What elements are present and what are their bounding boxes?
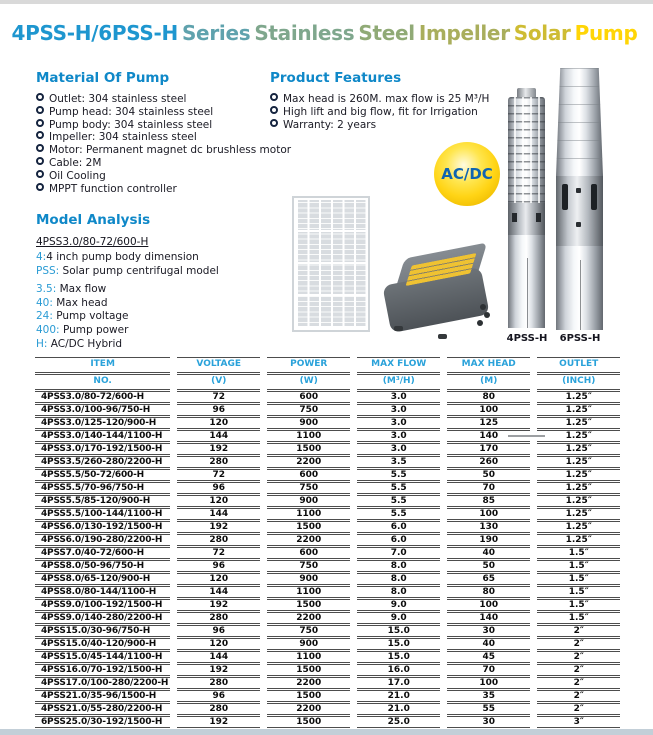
col-unit-power: (W): [267, 375, 350, 392]
pump-bolt: [576, 188, 581, 193]
pump-small-label: 4PSS-H: [506, 333, 548, 344]
model-value: Solar pump centrifugal model: [62, 264, 219, 277]
table-row: [35, 457, 620, 470]
value-cell: 80: [447, 392, 530, 405]
value-cell: 280: [177, 457, 260, 470]
value-cell: 3″: [537, 717, 620, 730]
table-row: [35, 444, 620, 457]
table-row: [35, 418, 620, 431]
value-cell: 2″: [537, 626, 620, 639]
table-row: [35, 509, 620, 522]
value-cell: 120: [177, 574, 260, 587]
value-cell: 1.25″: [537, 418, 620, 431]
value-cell: 40: [447, 639, 530, 652]
list-item-text: Outlet: 304 stainless steel: [49, 93, 187, 105]
item-cell: 4PSS3.0/170-192/1500-H: [35, 444, 170, 457]
value-cell: 2200: [267, 535, 350, 548]
controller-connector: [477, 320, 483, 326]
value-cell: 1.25″: [537, 522, 620, 535]
bullet-icon: [36, 144, 44, 152]
model-line: [36, 310, 219, 324]
bullet-icon: [36, 93, 44, 101]
table-row: [35, 470, 620, 483]
value-cell: 5.5: [357, 470, 440, 483]
spec-table-body: [35, 392, 620, 735]
item-cell: 4PSS3.0/100-96/750-H: [35, 405, 170, 418]
value-cell: 45: [447, 652, 530, 665]
value-cell: 144: [177, 431, 260, 444]
model-key: 4:: [36, 251, 47, 263]
item-cell: 4PSS3.5/260-280/2200-H: [35, 457, 170, 470]
value-cell: 1.5″: [537, 548, 620, 561]
bullet-icon: [36, 131, 44, 139]
value-cell: 30: [447, 717, 530, 730]
value-cell: 600: [267, 392, 350, 405]
value-cell: 1100: [267, 652, 350, 665]
list-item-text: Impeller: 304 stainless steel: [49, 131, 197, 144]
value-cell: 16.0: [357, 665, 440, 678]
value-cell: 1.5″: [537, 613, 620, 626]
value-cell: 2200: [267, 678, 350, 691]
value-cell: 50: [447, 470, 530, 483]
list-item-text: Oil Cooling: [49, 169, 106, 182]
model-analysis-list: [36, 251, 219, 351]
value-cell: 3.0: [357, 418, 440, 431]
list-item-text: High lift and big flow, fit for Irrigation: [283, 105, 478, 118]
model-analysis-heading: Model Analysis: [36, 212, 151, 228]
table-row: [35, 392, 620, 405]
value-cell: 1.25″: [537, 405, 620, 418]
pump-bolt: [576, 222, 581, 227]
table-row: [35, 522, 620, 535]
item-cell: 4PSS16.0/70-192/1500-H: [35, 665, 170, 678]
value-cell: 130: [447, 522, 530, 535]
item-cell: 4PSS9.0/100-192/1500-H: [35, 600, 170, 613]
value-cell: 750: [267, 626, 350, 639]
value-cell: 600: [267, 548, 350, 561]
acdc-badge-label: AC/DC: [441, 165, 493, 183]
table-row: [35, 652, 620, 665]
value-cell: 2200: [267, 457, 350, 470]
value-cell: 1.25″: [537, 483, 620, 496]
table-row: [35, 665, 620, 678]
value-cell: 72: [177, 392, 260, 405]
title-word: Steel: [358, 21, 415, 46]
model-value: Max head: [56, 296, 108, 309]
header-row-2: [35, 375, 620, 392]
value-cell: 55: [447, 704, 530, 717]
value-cell: 35: [447, 691, 530, 704]
value-cell: 9.0: [357, 600, 440, 613]
table-row: [35, 574, 620, 587]
list-item: [36, 157, 291, 170]
controller-connector: [480, 304, 486, 310]
item-cell: 4PSS21.0/55-280/2200-H: [35, 704, 170, 717]
model-value: Pump voltage: [56, 310, 129, 323]
item-cell: 4PSS17.0/100-280/2200-H: [35, 678, 170, 691]
pump-cap: [517, 88, 536, 97]
page-bottom-edge: [0, 729, 653, 735]
value-cell: 3.0: [357, 431, 440, 444]
value-cell: 100: [447, 509, 530, 522]
value-cell: 1.5″: [537, 587, 620, 600]
value-cell: 120: [177, 496, 260, 509]
solar-panel-image: [292, 196, 370, 332]
controller-foot: [438, 334, 447, 339]
value-cell: 70: [447, 483, 530, 496]
value-cell: 1.5″: [537, 574, 620, 587]
item-cell: 4PSS3.0/80-72/600-H: [35, 392, 170, 405]
value-cell: 1.25″: [537, 470, 620, 483]
value-cell: 2″: [537, 691, 620, 704]
value-cell: 5.5: [357, 509, 440, 522]
table-row: [35, 613, 620, 626]
model-key: 24:: [36, 310, 53, 323]
list-item: [36, 144, 291, 157]
page-title: [0, 21, 653, 45]
value-cell: 40: [447, 548, 530, 561]
value-cell: 72: [177, 470, 260, 483]
value-cell: 2200: [267, 704, 350, 717]
item-cell: 4PSS6.0/190-280/2200-H: [35, 535, 170, 548]
table-row: [35, 535, 620, 548]
value-cell: 280: [177, 678, 260, 691]
model-key: 3.5:: [36, 283, 57, 296]
header-row-1: [35, 357, 620, 375]
value-cell: 65: [447, 574, 530, 587]
col-unit-maxhead: (M): [447, 375, 530, 392]
value-cell: 750: [267, 561, 350, 574]
value-cell: 192: [177, 600, 260, 613]
controller-connector: [484, 312, 490, 318]
item-cell: 4PSS5.5/100-144/1100-H: [35, 509, 170, 522]
value-cell: 1100: [267, 431, 350, 444]
model-value: 4 inch pump body dimension: [46, 251, 199, 263]
col-header-outlet: OUTLET: [537, 357, 620, 375]
item-cell: 4PSS3.0/140-144/1100-H: [35, 431, 170, 444]
item-cell: 4PSS8.0/50-96/750-H: [35, 561, 170, 574]
list-item-text: Pump head: 304 stainless steel: [49, 105, 214, 118]
list-item: [36, 93, 291, 106]
value-cell: 15.0: [357, 652, 440, 665]
title-word: Series: [181, 21, 251, 46]
pump-large-label: 6PSS-H: [559, 333, 601, 344]
value-cell: 120: [177, 418, 260, 431]
value-cell: 80: [447, 587, 530, 600]
list-item-text: Pump body: 304 stainless steel: [49, 118, 213, 131]
model-value: Pump power: [62, 323, 129, 336]
list-item: [270, 119, 489, 132]
value-cell: 900: [267, 496, 350, 509]
title-word: 4PSS-H/6PSS-H: [11, 21, 178, 46]
table-row: [35, 600, 620, 613]
value-cell: 170: [447, 444, 530, 457]
value-cell: 2″: [537, 678, 620, 691]
table-row: [35, 626, 620, 639]
bullet-icon: [36, 157, 44, 165]
value-cell: 2200: [267, 613, 350, 626]
value-cell: 260: [447, 457, 530, 470]
value-cell: 21.0: [357, 704, 440, 717]
value-cell: 100: [447, 600, 530, 613]
col-header-power: POWER: [267, 357, 350, 375]
value-cell: 120: [177, 639, 260, 652]
value-cell: 280: [177, 613, 260, 626]
item-cell: 4PSS8.0/80-144/1100-H: [35, 587, 170, 600]
model-key: 400:: [36, 323, 60, 336]
table-row: [35, 405, 620, 418]
value-cell: 1.25″: [537, 431, 620, 444]
value-cell: 750: [267, 483, 350, 496]
value-cell: 1.5″: [537, 600, 620, 613]
model-value: AC/DC Hybrid: [50, 337, 123, 350]
value-cell: 25.0: [357, 717, 440, 730]
model-number: 4PSS3.0/80-72/600-H: [36, 236, 149, 248]
value-cell: 1500: [267, 665, 350, 678]
material-list: [36, 93, 291, 195]
item-cell: 4PSS3.0/125-120/900-H: [35, 418, 170, 431]
controller-box-image: [380, 242, 498, 342]
col-unit-maxflow: (M³/H): [357, 375, 440, 392]
features-heading: Product Features: [270, 70, 402, 86]
list-item: [36, 119, 291, 132]
value-cell: 3.5: [357, 457, 440, 470]
table-row: [35, 691, 620, 704]
bullet-icon: [36, 183, 44, 191]
value-cell: 1500: [267, 600, 350, 613]
value-cell: 15.0: [357, 626, 440, 639]
value-cell: 140: [447, 613, 530, 626]
value-cell: 96: [177, 626, 260, 639]
model-line: [36, 297, 219, 311]
bullet-icon: [36, 170, 44, 178]
item-cell: 4PSS9.0/140-280/2200-H: [35, 613, 170, 626]
value-cell: 72: [177, 548, 260, 561]
value-cell: 96: [177, 483, 260, 496]
value-cell: 96: [177, 691, 260, 704]
value-cell: 50: [447, 561, 530, 574]
list-item-text: Motor: Permanent magnet dc brushless motor: [49, 144, 292, 157]
list-item-text: Cable: 2M: [49, 156, 102, 169]
value-cell: 100: [447, 678, 530, 691]
value-cell: 900: [267, 574, 350, 587]
table-row: [35, 587, 620, 600]
pump-coupler-section: [508, 203, 545, 235]
value-cell: 600: [267, 470, 350, 483]
value-cell: 280: [177, 535, 260, 548]
value-cell: 1100: [267, 587, 350, 600]
value-cell: 2″: [537, 652, 620, 665]
value-cell: 1.25″: [537, 509, 620, 522]
value-cell: 15.0: [357, 639, 440, 652]
item-cell: 4PSS8.0/65-120/900-H: [35, 574, 170, 587]
controller-foot: [394, 326, 403, 331]
value-cell: 7.0: [357, 548, 440, 561]
table-row: [35, 431, 620, 444]
value-cell: 21.0: [357, 691, 440, 704]
item-cell: 4PSS6.0/130-192/1500-H: [35, 522, 170, 535]
value-cell: 1.5″: [537, 561, 620, 574]
value-cell: 85: [447, 496, 530, 509]
value-cell: 750: [267, 405, 350, 418]
col-unit-outlet: (INCH): [537, 375, 620, 392]
model-key: H:: [36, 337, 48, 350]
value-cell: 192: [177, 717, 260, 730]
value-cell: 17.0: [357, 678, 440, 691]
model-line: [36, 338, 219, 352]
col-header-voltage: VOLTAGE: [177, 357, 260, 375]
pump-seam: [527, 258, 528, 328]
value-cell: 9.0: [357, 613, 440, 626]
bullet-icon: [270, 119, 278, 127]
value-cell: 1500: [267, 691, 350, 704]
list-item: [36, 183, 291, 196]
bullet-icon: [270, 93, 278, 101]
value-cell: 3.0: [357, 392, 440, 405]
value-cell: 1500: [267, 717, 350, 730]
value-cell: 900: [267, 639, 350, 652]
pump-strainer-section: [508, 97, 545, 203]
bullet-icon: [270, 106, 278, 114]
solar-panel-grid: [296, 200, 366, 328]
model-line: [36, 283, 219, 297]
value-cell: 96: [177, 561, 260, 574]
pump-body-section: [508, 235, 545, 328]
value-cell: 8.0: [357, 561, 440, 574]
list-item: [270, 106, 489, 119]
value-cell: 6.0: [357, 522, 440, 535]
page-top-edge: [0, 0, 653, 4]
table-row: [35, 483, 620, 496]
col-unit-item: NO.: [35, 375, 170, 392]
value-cell: 140: [447, 431, 530, 444]
title-word: Impeller: [418, 21, 510, 46]
value-cell: 144: [177, 587, 260, 600]
value-cell: 5.5: [357, 483, 440, 496]
value-cell: 2″: [537, 665, 620, 678]
pump-4pss-image: [508, 88, 545, 328]
value-cell: 8.0: [357, 574, 440, 587]
model-key: PSS:: [36, 264, 60, 277]
title-word: Pump: [574, 21, 638, 46]
table-row: [35, 561, 620, 574]
value-cell: 1.25″: [537, 496, 620, 509]
value-cell: 192: [177, 444, 260, 457]
list-item: [36, 106, 291, 119]
col-header-maxhead: MAX HEAD: [447, 357, 530, 375]
value-cell: 30: [447, 626, 530, 639]
value-cell: 70: [447, 665, 530, 678]
value-cell: 1.25″: [537, 457, 620, 470]
title-word: Solar: [513, 21, 571, 46]
spec-table-head: [35, 357, 620, 392]
col-header-maxflow: MAX FLOW: [357, 357, 440, 375]
value-cell: 190: [447, 535, 530, 548]
item-cell: 6PSS25.0/30-192/1500-H: [35, 717, 170, 730]
table-row: [35, 639, 620, 652]
value-cell: 8.0: [357, 587, 440, 600]
table-row: [35, 496, 620, 509]
col-header-item: ITEM: [35, 357, 170, 375]
list-item-text: Max head is 260M. max flow is 25 M³/H: [283, 93, 490, 105]
value-cell: 1500: [267, 522, 350, 535]
item-cell: 4PSS7.0/40-72/600-H: [35, 548, 170, 561]
item-cell: 4PSS5.5/70-96/750-H: [35, 483, 170, 496]
value-cell: 2″: [537, 704, 620, 717]
value-cell: 144: [177, 509, 260, 522]
list-item: [36, 170, 291, 183]
value-cell: 3.0: [357, 405, 440, 418]
list-item: [270, 93, 489, 106]
item-cell: 4PSS21.0/35-96/1500-H: [35, 691, 170, 704]
list-item-text: Warranty: 2 years: [283, 118, 377, 131]
value-cell: 280: [177, 704, 260, 717]
model-key: 40:: [36, 296, 53, 309]
value-cell: 144: [177, 652, 260, 665]
title-word: Stainless: [254, 21, 355, 46]
table-row: [35, 548, 620, 561]
pump-intake-section: [556, 176, 603, 246]
material-heading: Material Of Pump: [36, 70, 170, 86]
bullet-icon: [36, 106, 44, 114]
value-cell: 3.0: [357, 444, 440, 457]
table-row: [35, 704, 620, 717]
list-item-text: MPPT function controller: [49, 182, 177, 195]
spec-table: [28, 357, 627, 735]
value-cell: 192: [177, 522, 260, 535]
table-row: [35, 678, 620, 691]
value-cell: 1.25″: [537, 535, 620, 548]
pump-body-section: [556, 246, 603, 330]
list-item: [36, 131, 291, 144]
item-cell: 4PSS5.5/50-72/600-H: [35, 470, 170, 483]
model-line: [36, 324, 219, 338]
pump-6pss-image: [556, 68, 603, 330]
value-cell: 125: [447, 418, 530, 431]
value-cell: 6.0: [357, 535, 440, 548]
value-cell: 192: [177, 665, 260, 678]
value-cell: 1.25″: [537, 392, 620, 405]
pump-seam: [580, 260, 581, 330]
value-cell: 96: [177, 405, 260, 418]
value-cell: 900: [267, 418, 350, 431]
value-cell: 2″: [537, 639, 620, 652]
value-cell: 1.25″: [537, 444, 620, 457]
value-cell: 5.5: [357, 496, 440, 509]
item-cell: 4PSS5.5/85-120/900-H: [35, 496, 170, 509]
item-cell: 4PSS15.0/40-120/900-H: [35, 639, 170, 652]
model-line: [36, 265, 219, 279]
pump-top-section: [556, 68, 603, 176]
bullet-icon: [36, 119, 44, 127]
col-unit-voltage: (V): [177, 375, 260, 392]
acdc-badge: [434, 142, 500, 206]
model-value: Max flow: [59, 283, 107, 296]
item-cell: 4PSS15.0/45-144/1100-H: [35, 652, 170, 665]
value-cell: 100: [447, 405, 530, 418]
features-list: [270, 93, 489, 131]
value-cell: 1500: [267, 444, 350, 457]
value-cell: 1100: [267, 509, 350, 522]
model-line: [36, 251, 219, 265]
item-cell: 4PSS15.0/30-96/750-H: [35, 626, 170, 639]
